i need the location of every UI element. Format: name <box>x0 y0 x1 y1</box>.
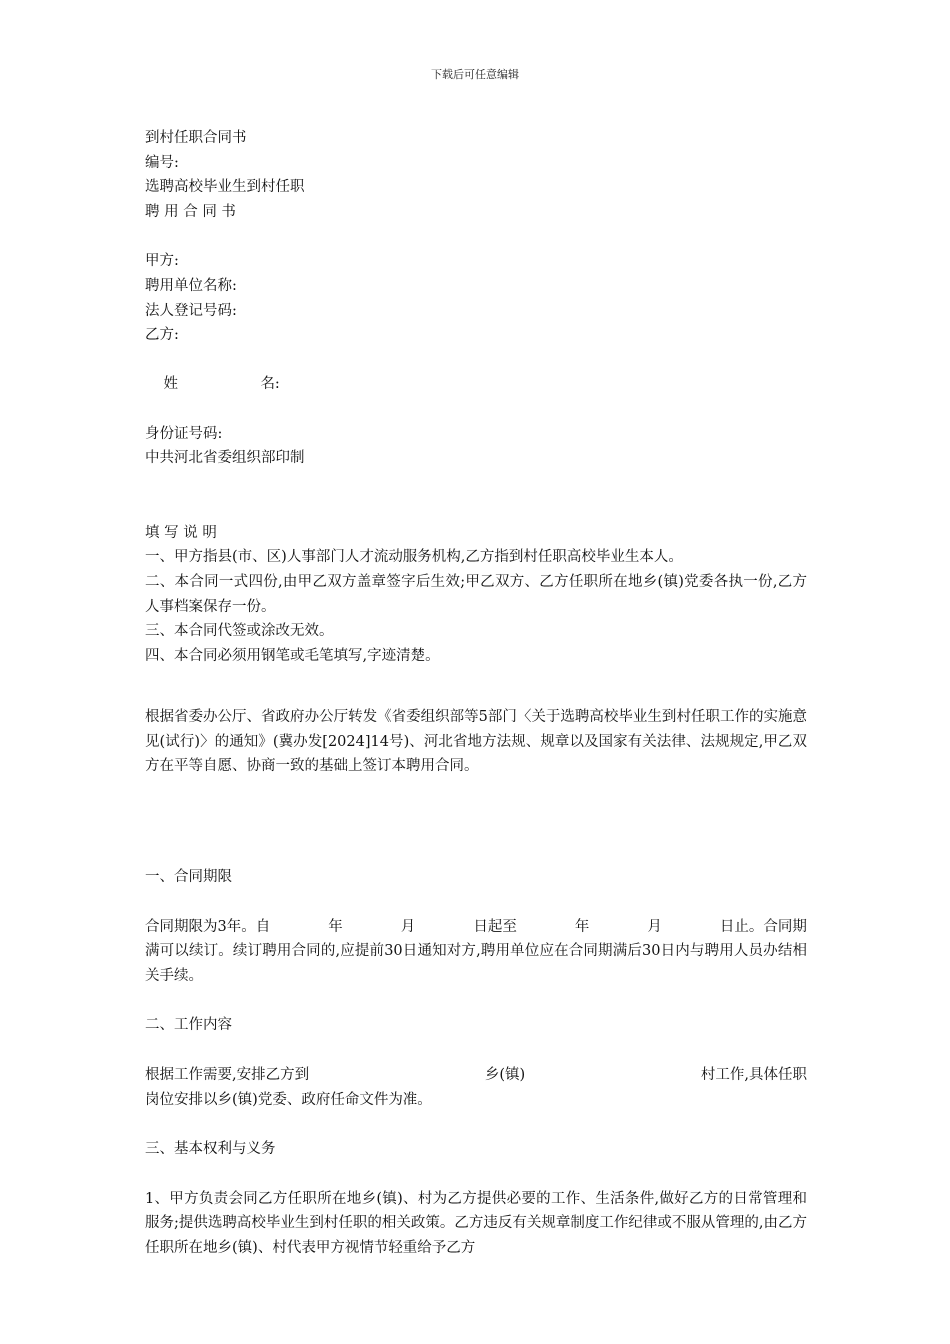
document-title: 到村任职合同书 <box>145 130 247 146</box>
term-part-3: 月 <box>400 918 416 935</box>
work-part-3: 村工作,具体任职 <box>700 1067 807 1084</box>
term-part-6: 月 <box>647 918 662 935</box>
work-content-line <box>145 1063 807 1088</box>
contract-term-rest: 满可以续订。续订聘用合同的,应提前30日通知对方,聘用单位应在合同期满后30日内与聘用人员办结相关手续。 <box>145 943 807 984</box>
party-a-label: 甲方: <box>145 253 179 270</box>
work-part-2: 乡(镇) <box>484 1067 526 1084</box>
name-label-second: 名: <box>260 376 280 393</box>
instruction-item-1: 一、甲方指县(市、区)人事部门人才流动服务机构,乙方指到村任职高校毕业生本人。 <box>145 549 683 566</box>
instruction-item-3: 三、本合同代签或涂改无效。 <box>145 623 334 640</box>
work-part-1: 根据工作需要,安排乙方到 <box>145 1067 310 1084</box>
instruction-item-2: 二、本合同一式四份,由甲乙双方盖章签字后生效;甲乙双方、乙方任职所在地乡(镇)党委各执一份,乙方人事档案保存一份。 <box>145 573 807 615</box>
document-body <box>145 126 807 1261</box>
name-label-first: 姓 <box>163 376 178 393</box>
rights-item-1: 1、甲方负责会同乙方任职所在地乡(镇)、村为乙方提供必要的工作、生活条件,做好乙方的日常管理和服务;提供选聘高校毕业生到村任职的相关政策。乙方违反有关规章制度工作纪律或不服从管理的,由乙方任职所在地乡(镇)、村代表甲方视情节轻重给予乙方 <box>145 1190 807 1256</box>
term-part-4: 日起至 <box>473 918 517 935</box>
contract-title: 聘 用 合 同 书 <box>145 203 236 220</box>
term-part-2: 年 <box>328 918 343 935</box>
section-3-heading: 三、基本权利与义务 <box>145 1141 276 1158</box>
printer-line: 中共河北省委组织部印制 <box>145 450 305 467</box>
section-1-heading: 一、合同期限 <box>145 869 232 886</box>
term-part-1: 合同期限为3年。自 <box>145 918 271 935</box>
download-note: 下载后可任意编辑 <box>431 68 519 81</box>
work-content-rest: 岗位安排以乡(镇)党委、政府任命文件为准。 <box>145 1091 432 1108</box>
instruction-item-4: 四、本合同必须用钢笔或毛笔填写,字迹清楚。 <box>145 647 440 664</box>
contract-term-line <box>145 915 807 940</box>
employer-name-label: 聘用单位名称: <box>145 277 237 294</box>
legal-registration-label: 法人登记号码: <box>145 302 237 319</box>
name-label <box>145 348 807 422</box>
term-part-5: 年 <box>574 918 590 935</box>
document-subtitle: 选聘高校毕业生到村任职 <box>145 179 305 196</box>
term-part-7: 日止。合同期 <box>719 918 807 935</box>
section-2-heading: 二、工作内容 <box>145 1017 232 1034</box>
number-label: 编号: <box>145 154 179 171</box>
party-b-label: 乙方: <box>145 327 179 344</box>
preamble-paragraph: 根据省委办公厅、省政府办公厅转发《省委组织部等5部门〈关于选聘高校毕业生到村任职工作的实施意见(试行)〉的通知》(冀办发[2024]14号)、河北省地方法规、规章以及国家有关法律、法规规定,甲乙双方在平等自愿、协商一致的基础上签订本聘用合同。 <box>145 709 807 775</box>
id-number-label: 身份证号码: <box>145 425 223 442</box>
instructions-title: 填 写 说 明 <box>145 524 217 541</box>
